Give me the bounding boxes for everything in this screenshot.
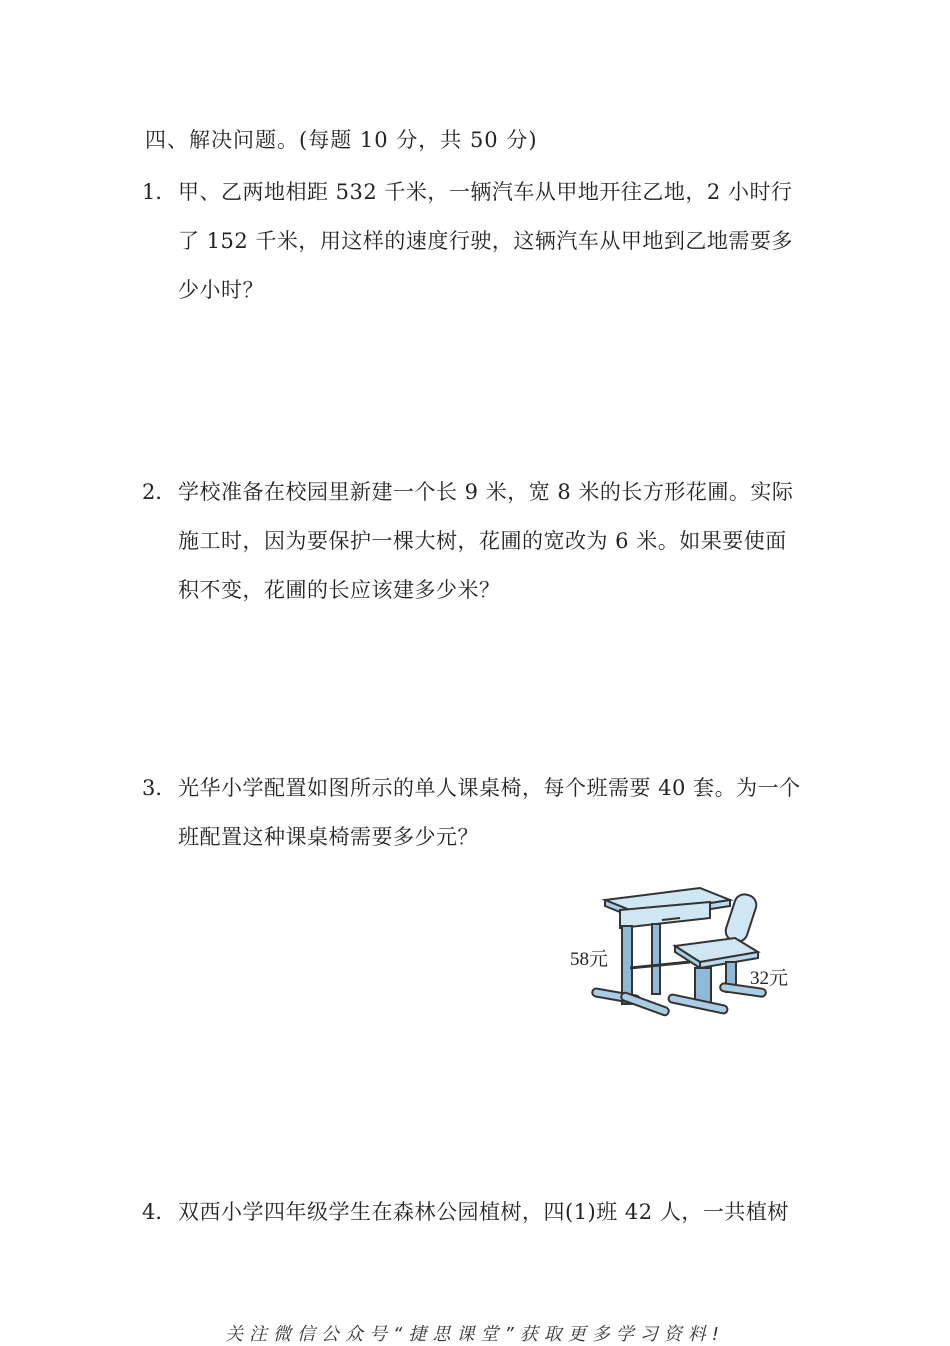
desk-price-label: 58元 — [570, 949, 609, 970]
question-text-line: 甲、乙两地相距 532 千米，一辆汽车从甲地开往乙地，2 小时行 — [178, 180, 793, 204]
question-text-line: 双西小学四年级学生在森林公园植树，四(1)班 42 人，一共植树 — [178, 1200, 789, 1224]
question-text-line: 班配置这种课桌椅需要多少元？ — [178, 825, 479, 849]
chair-price-label: 32元 — [750, 968, 789, 989]
desk-leg — [652, 924, 660, 994]
question-number: 4． — [142, 1200, 177, 1224]
chair-leg — [695, 968, 711, 1004]
question-text-line: 积不变，花圃的长应该建多少米？ — [178, 578, 501, 602]
question-number: 3． — [142, 776, 177, 800]
question-text-line: 施工时，因为要保护一棵大树，花圃的宽改为 6 米。如果要使面 — [178, 529, 787, 553]
section-title: 四、解决问题。(每题 10 分，共 50 分) — [145, 128, 538, 152]
question-text-line: 学校准备在校园里新建一个长 9 米，宽 8 米的长方形花圃。实际 — [178, 480, 794, 504]
question-text-line: 光华小学配置如图所示的单人课桌椅，每个班需要 40 套。为一个 — [178, 776, 801, 800]
question-text-line: 了 152 千米，用这样的速度行驶，这辆汽车从甲地到乙地需要多 — [178, 229, 793, 253]
question-number: 1． — [142, 180, 177, 204]
footer-notice: 关注微信公众号“捷思课堂”获取更多学习资料! — [225, 1324, 725, 1345]
question-number: 2． — [142, 480, 177, 504]
question-text-line: 少小时？ — [178, 278, 264, 302]
